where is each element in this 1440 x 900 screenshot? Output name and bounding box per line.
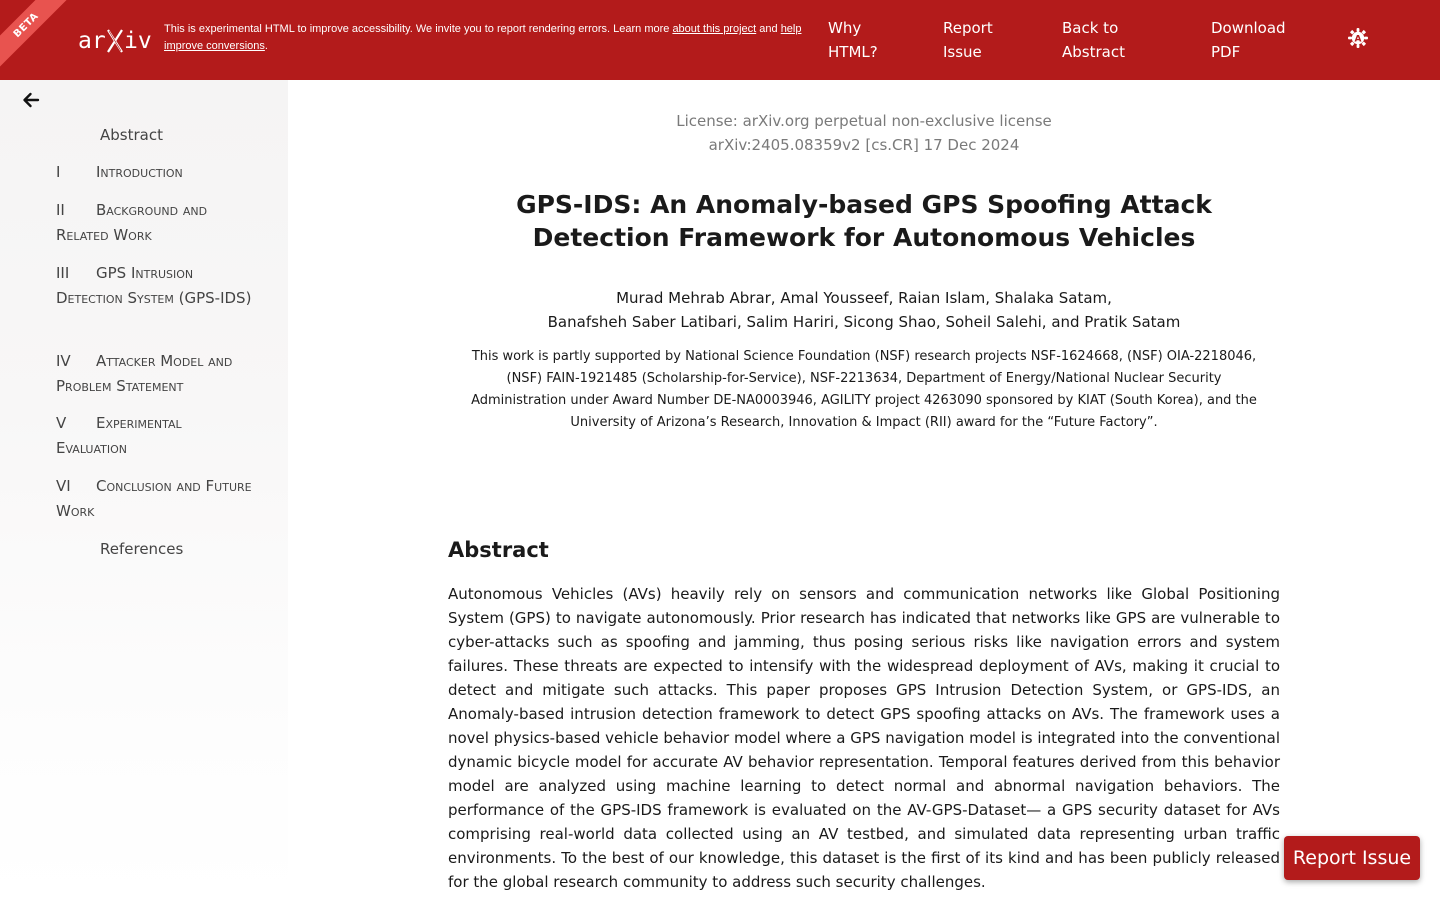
top-banner [0, 0, 1440, 80]
funding-note: This work is partly supported by National Science Foundation (NSF) research projects NSF-1624668, (NSF) OIA-2218046, (NSF) FAIN-1921485 (Scholarship-for-Service), NSF-2213634, Department of Energy/National Nuclear Security Administration under Award Number DE-NA0003946, AGILITY project 4263090 sponsored by KIAT (South Korea), and the University of Arizona’s Research, Innovation & Impact (RII) award for the “Future Factory”. [471, 349, 1257, 430]
report-issue-link[interactable]: Report Issue [943, 19, 993, 61]
toc-item-experimental-evaluation[interactable] [56, 411, 256, 461]
svg-text:A: A [1354, 34, 1362, 45]
why-html-link[interactable]: Why HTML? [828, 19, 878, 61]
license-text: License: arXiv.org perpetual non-exclusive license [676, 112, 1052, 130]
about-project-link[interactable]: about this project [672, 23, 757, 35]
arxiv-logo[interactable] [76, 20, 154, 60]
toc-item-number: II [56, 201, 65, 219]
authors-line: Banafsheh Saber Latibari, Salim Hariri, Sicong Shao, Soheil Salehi, and Pratik Satam [547, 313, 1181, 331]
toc-item-label: Experimental Evaluation [56, 414, 182, 457]
toc-item-background[interactable] [56, 198, 256, 248]
toc-item-label: GPS Intrusion Detection System (GPS-IDS) [56, 264, 252, 307]
toc-item-label: Background and Related Work [56, 201, 208, 244]
authors-line: Murad Mehrab Abrar, Amal Yousseef, Raian Islam, Shalaka Satam, [616, 289, 1112, 307]
arrow-left-icon[interactable] [20, 89, 42, 111]
table-of-contents [0, 80, 288, 900]
notice-text: This is experimental HTML to improve accessibility. We invite you to report rendering errors. Learn more [164, 23, 673, 35]
notice-text-end: . [264, 40, 268, 52]
toc-item-number: I [56, 163, 61, 181]
help-improve-link[interactable]: help improve conversions [164, 23, 802, 52]
toc-item-label: Conclusion and Future Work [56, 477, 252, 520]
beta-ribbon: BETA [0, 0, 76, 75]
toc-item-label: Introduction [96, 163, 183, 181]
toc-item-label: References [100, 540, 184, 558]
svg-text:ar: ar [78, 28, 106, 54]
toc-item-gps-ids[interactable] [56, 261, 256, 311]
abstract-text: Autonomous Vehicles (AVs) heavily rely on sensors and communication networks like Global Positioning System (GPS) to navigate autonomously. Prior research has indicated that networks like GPS are vulnerable to cyber-attacks such as spoofing and jamming, thus posing serious risks like navigation errors and system failures. These threats are expected to intensify with the widespread deployment of AVs, making it crucial to detect and mitigate such attacks. This paper proposes GPS Intrusion Detection System, or GPS-IDS, an Anomaly-based intrusion detection framework to detect GPS spoofing attacks on AVs. The framework uses a novel physics-based vehicle behavior model where a GPS navigation model is integrated into the conventional dynamic bicycle model for accurate AV behavior representation. Temporal features derived from this behavior model are analyzed using machine learning to detect normal and abnormal navigation behaviors. The performance of the GPS-IDS framework is evaluated on the AV-GPS-Dataset— a GPS security dataset for AVs comprising real-world data collected using an AV testbed, and simulated data representing urban traffic environments. To the best of our knowledge, this dataset is the first of its kind and has been publicly released for the global research community to address such security challenges. [448, 585, 1280, 891]
theme-toggle-icon[interactable] [1347, 27, 1369, 49]
download-pdf-link[interactable]: Download PDF [1211, 19, 1286, 61]
toc-item-conclusion[interactable] [56, 474, 256, 524]
toc-item-introduction[interactable] [56, 160, 256, 185]
toc-item-number: VI [56, 477, 71, 495]
toc-item-number: V [56, 414, 67, 432]
toc-item-number: III [56, 264, 70, 282]
toc-item-abstract[interactable] [100, 123, 300, 148]
toc-item-attacker-model[interactable] [56, 349, 256, 399]
license-block [448, 109, 1280, 157]
experimental-notice [164, 21, 809, 55]
toc-item-label: Abstract [100, 126, 163, 144]
report-issue-button[interactable]: Report Issue [1284, 836, 1420, 880]
abstract-heading: Abstract [448, 538, 549, 562]
svg-text:iv: iv [124, 28, 152, 54]
paper-title: GPS-IDS: An Anomaly-based GPS Spoofing Attack Detection Framework for Autonomous Vehicles [516, 190, 1212, 252]
author-list [448, 286, 1280, 334]
arxiv-identifier: arXiv:2405.08359v2 [cs.CR] 17 Dec 2024 [708, 136, 1020, 154]
back-to-abstract-link[interactable]: Back to Abstract [1062, 19, 1125, 61]
toc-item-label: Attacker Model and Problem Statement [56, 352, 233, 395]
toc-item-number: IV [56, 352, 71, 370]
toc-item-references[interactable] [100, 537, 300, 562]
notice-text-middle: and [756, 23, 781, 35]
